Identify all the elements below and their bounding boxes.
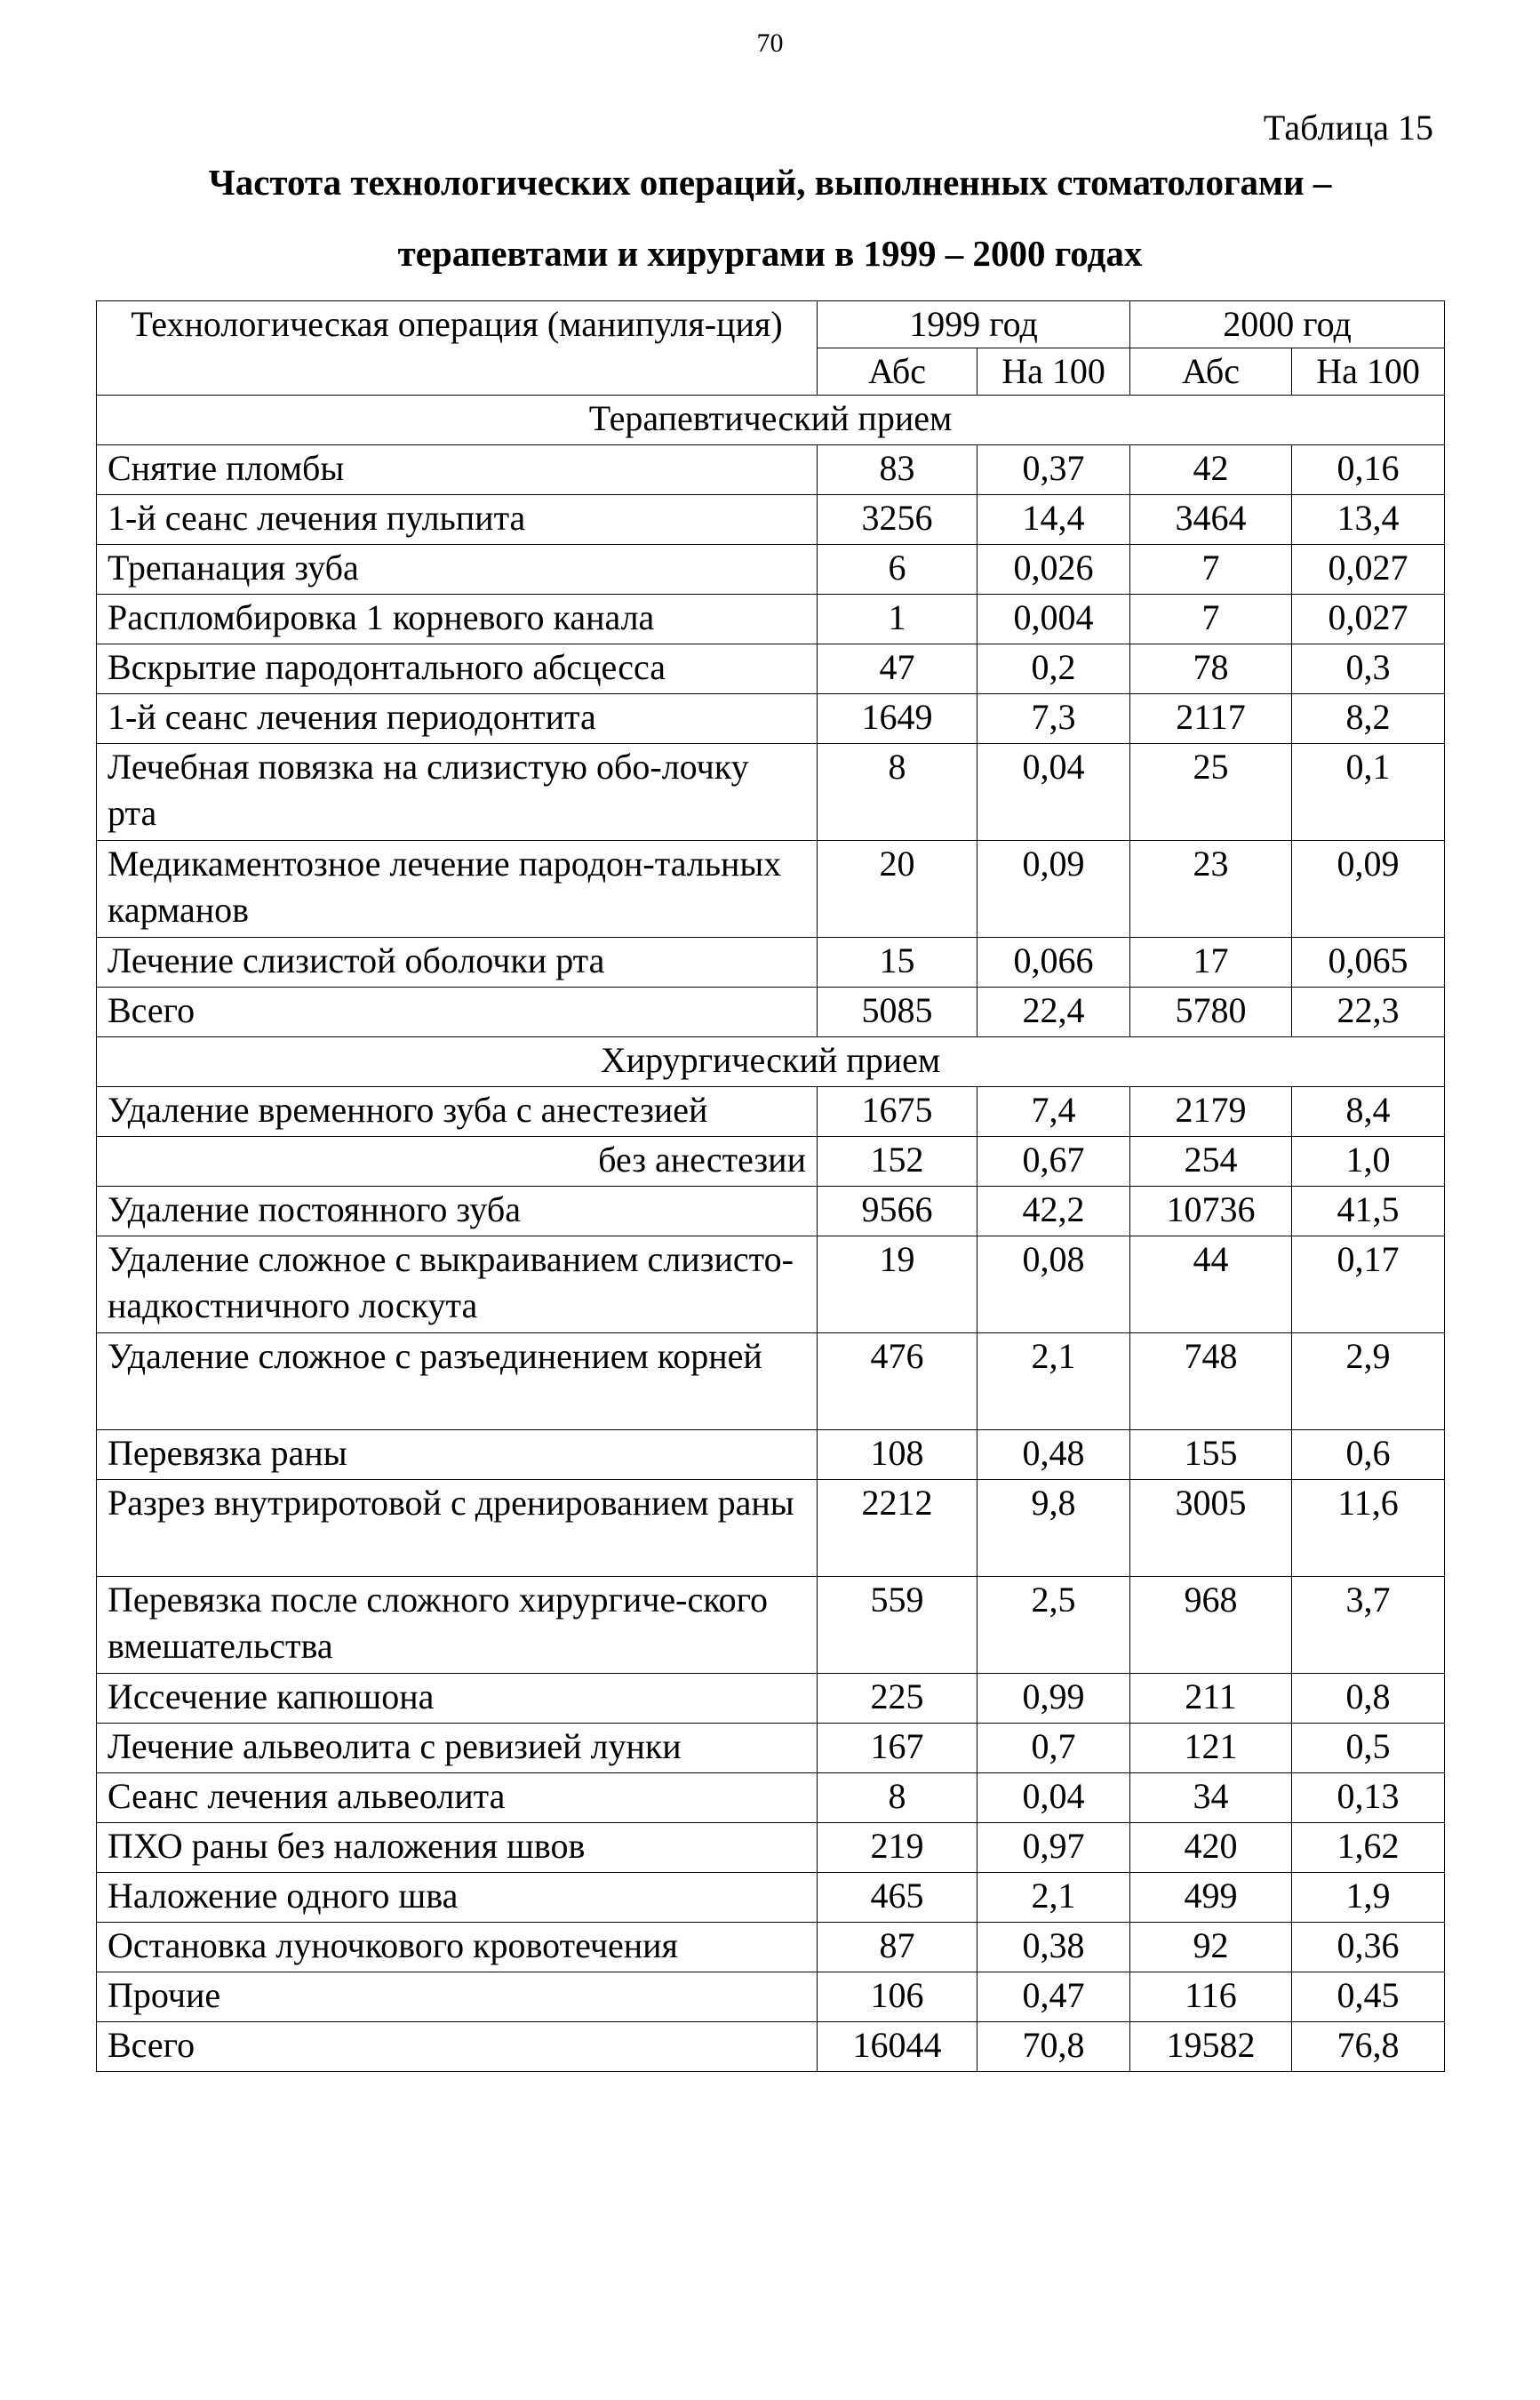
- table-body: [97, 396, 1445, 2072]
- abs-2000-cell: 420: [1130, 1823, 1292, 1873]
- abs-1999-cell: 8: [818, 1773, 977, 1823]
- operation-name-cell: Лечение слизистой оболочки рта: [97, 938, 818, 988]
- operation-name-cell: Распломбировка 1 корневого канала: [97, 595, 818, 644]
- table-row: [97, 1577, 1445, 1674]
- abs-2000-cell: 748: [1130, 1333, 1292, 1430]
- abs-2000-cell: 5780: [1130, 988, 1292, 1037]
- abs-2000-cell: 23: [1130, 841, 1292, 938]
- per100-2000-cell: 0,5: [1292, 1724, 1445, 1773]
- abs-2000-cell: 121: [1130, 1724, 1292, 1773]
- per100-2000-cell: 76,8: [1292, 2022, 1445, 2072]
- table-row: [97, 1430, 1445, 1480]
- operation-name-cell: Перевязка раны: [97, 1430, 818, 1480]
- per100-1999-cell: 2,5: [977, 1577, 1130, 1674]
- section-title: Хирургический прием: [97, 1037, 1445, 1087]
- per100-1999-cell: 70,8: [977, 2022, 1130, 2072]
- abs-1999-cell: 1675: [818, 1087, 977, 1137]
- abs-2000-cell: 44: [1130, 1236, 1292, 1333]
- per100-2000-cell: 8,4: [1292, 1087, 1445, 1137]
- table-row: [97, 1773, 1445, 1823]
- per100-2000-cell: 0,36: [1292, 1923, 1445, 1972]
- table-row: [97, 1137, 1445, 1187]
- per100-2000-cell: 0,45: [1292, 1972, 1445, 2022]
- per100-1999-cell: 0,04: [977, 744, 1130, 841]
- abs-1999-cell: 9566: [818, 1187, 977, 1236]
- operation-name-cell: Прочие: [97, 1972, 818, 2022]
- per100-1999-cell: 0,37: [977, 445, 1130, 495]
- section-row: [97, 1037, 1445, 1087]
- abs-1999-cell: 6: [818, 545, 977, 595]
- per100-2000-cell: 0,027: [1292, 545, 1445, 595]
- section-row: [97, 396, 1445, 445]
- table-title-line-1: Частота технологических операций, выполненных стоматологами –: [208, 162, 1332, 203]
- abs-1999-cell: 1649: [818, 694, 977, 744]
- abs-1999-cell: 47: [818, 644, 977, 694]
- table-row: [97, 1823, 1445, 1873]
- table-row: [97, 938, 1445, 988]
- per100-1999-cell: 0,004: [977, 595, 1130, 644]
- abs-2000-cell: 3005: [1130, 1480, 1292, 1577]
- table-row: [97, 545, 1445, 595]
- operation-name-cell: Сеанс лечения альвеолита: [97, 1773, 818, 1823]
- abs-2000-cell: 211: [1130, 1674, 1292, 1724]
- per100-2000-cell: 41,5: [1292, 1187, 1445, 1236]
- table-row: [97, 1674, 1445, 1724]
- per100-2000-cell: 1,9: [1292, 1873, 1445, 1923]
- operation-name-cell: Удаление сложное с выкраиванием слизисто-надкостничного лоскута: [97, 1236, 818, 1333]
- abs-2000-cell: 25: [1130, 744, 1292, 841]
- operation-name-cell: Медикаментозное лечение пародон-тальных карманов: [97, 841, 818, 938]
- per100-2000-cell: 13,4: [1292, 495, 1445, 545]
- per100-1999-cell: 22,4: [977, 988, 1130, 1037]
- per100-2000-cell: 0,6: [1292, 1430, 1445, 1480]
- per100-2000-cell: 2,9: [1292, 1333, 1445, 1430]
- operation-name-cell: Перевязка после сложного хирургиче-ского вмешательства: [97, 1577, 818, 1674]
- header-year-1999: 1999 год: [818, 301, 1130, 348]
- per100-1999-cell: 0,08: [977, 1236, 1130, 1333]
- table-row: [97, 445, 1445, 495]
- operation-name-cell: Снятие пломбы: [97, 445, 818, 495]
- per100-1999-cell: 0,67: [977, 1137, 1130, 1187]
- per100-2000-cell: 0,8: [1292, 1674, 1445, 1724]
- table-row: [97, 841, 1445, 938]
- abs-1999-cell: 83: [818, 445, 977, 495]
- table-row: [97, 1873, 1445, 1923]
- table-row: [97, 495, 1445, 545]
- table-header: [97, 301, 1445, 396]
- per100-1999-cell: 0,7: [977, 1724, 1130, 1773]
- abs-2000-cell: 92: [1130, 1923, 1292, 1972]
- table-title: [96, 147, 1444, 289]
- table-row: [97, 1087, 1445, 1137]
- operation-name-cell: Наложение одного шва: [97, 1873, 818, 1923]
- operation-name-cell: ПХО раны без наложения швов: [97, 1823, 818, 1873]
- table-row: [97, 1923, 1445, 1972]
- per100-2000-cell: 0,065: [1292, 938, 1445, 988]
- abs-1999-cell: 19: [818, 1236, 977, 1333]
- header-abs-2000: Абс: [1130, 348, 1292, 396]
- per100-2000-cell: 0,16: [1292, 445, 1445, 495]
- per100-2000-cell: 0,027: [1292, 595, 1445, 644]
- page-number: 70: [756, 28, 784, 58]
- per100-2000-cell: 11,6: [1292, 1480, 1445, 1577]
- per100-1999-cell: 2,1: [977, 1873, 1130, 1923]
- abs-2000-cell: 19582: [1130, 2022, 1292, 2072]
- table-label: Таблица 15: [1263, 108, 1433, 148]
- per100-1999-cell: 0,04: [977, 1773, 1130, 1823]
- per100-1999-cell: 9,8: [977, 1480, 1130, 1577]
- per100-1999-cell: 0,026: [977, 545, 1130, 595]
- per100-1999-cell: 7,4: [977, 1087, 1130, 1137]
- per100-2000-cell: 8,2: [1292, 694, 1445, 744]
- abs-1999-cell: 108: [818, 1430, 977, 1480]
- per100-2000-cell: 0,1: [1292, 744, 1445, 841]
- table-row: [97, 1724, 1445, 1773]
- per100-1999-cell: 0,066: [977, 938, 1130, 988]
- operation-name-cell: Удаление сложное с разъединением корней: [97, 1333, 818, 1430]
- operation-name-cell: Всего: [97, 988, 818, 1037]
- operation-name-cell: без анестезии: [97, 1137, 818, 1187]
- per100-1999-cell: 14,4: [977, 495, 1130, 545]
- operation-name-cell: Удаление временного зуба с анестезией: [97, 1087, 818, 1137]
- header-operation: Технологическая операция (манипуля-ция): [97, 301, 818, 396]
- header-per100-2000: На 100: [1292, 348, 1445, 396]
- table-row: [97, 2022, 1445, 2072]
- header-abs-1999: Абс: [818, 348, 977, 396]
- per100-1999-cell: 7,3: [977, 694, 1130, 744]
- abs-1999-cell: 5085: [818, 988, 977, 1037]
- per100-1999-cell: 0,09: [977, 841, 1130, 938]
- table-row: [97, 1187, 1445, 1236]
- table-row: [97, 1480, 1445, 1577]
- operations-table: [96, 300, 1445, 2072]
- table-row: [97, 988, 1445, 1037]
- operation-name-cell: 1-й сеанс лечения периодонтита: [97, 694, 818, 744]
- abs-1999-cell: 559: [818, 1577, 977, 1674]
- operation-name-cell: Трепанация зуба: [97, 545, 818, 595]
- abs-1999-cell: 167: [818, 1724, 977, 1773]
- per100-1999-cell: 0,97: [977, 1823, 1130, 1873]
- abs-2000-cell: 155: [1130, 1430, 1292, 1480]
- abs-2000-cell: 10736: [1130, 1187, 1292, 1236]
- operation-name-cell: Всего: [97, 2022, 818, 2072]
- per100-1999-cell: 0,48: [977, 1430, 1130, 1480]
- abs-1999-cell: 1: [818, 595, 977, 644]
- abs-1999-cell: 152: [818, 1137, 977, 1187]
- table-row: [97, 1972, 1445, 2022]
- operation-name-cell: Иссечение капюшона: [97, 1674, 818, 1724]
- abs-2000-cell: 254: [1130, 1137, 1292, 1187]
- per100-2000-cell: 0,09: [1292, 841, 1445, 938]
- per100-2000-cell: 1,62: [1292, 1823, 1445, 1873]
- abs-2000-cell: 17: [1130, 938, 1292, 988]
- per100-2000-cell: 0,17: [1292, 1236, 1445, 1333]
- abs-1999-cell: 87: [818, 1923, 977, 1972]
- table-title-line-2: терапевтами и хирургами в 1999 – 2000 годах: [397, 233, 1143, 274]
- table-row: [97, 1236, 1445, 1333]
- per100-1999-cell: 2,1: [977, 1333, 1130, 1430]
- operation-name-cell: Вскрытие пародонтального абсцесса: [97, 644, 818, 694]
- abs-1999-cell: 106: [818, 1972, 977, 2022]
- per100-1999-cell: 0,99: [977, 1674, 1130, 1724]
- abs-1999-cell: 219: [818, 1823, 977, 1873]
- operation-name-cell: Лечебная повязка на слизистую обо-лочку рта: [97, 744, 818, 841]
- per100-2000-cell: 0,13: [1292, 1773, 1445, 1823]
- abs-2000-cell: 42: [1130, 445, 1292, 495]
- operation-name-cell: 1-й сеанс лечения пульпита: [97, 495, 818, 545]
- operation-name-cell: Удаление постоянного зуба: [97, 1187, 818, 1236]
- abs-1999-cell: 20: [818, 841, 977, 938]
- abs-1999-cell: 2212: [818, 1480, 977, 1577]
- per100-2000-cell: 3,7: [1292, 1577, 1445, 1674]
- per100-1999-cell: 0,2: [977, 644, 1130, 694]
- abs-1999-cell: 15: [818, 938, 977, 988]
- section-title: Терапевтический прием: [97, 396, 1445, 445]
- abs-1999-cell: 8: [818, 744, 977, 841]
- abs-2000-cell: 2117: [1130, 694, 1292, 744]
- table-row: [97, 595, 1445, 644]
- per100-1999-cell: 0,38: [977, 1923, 1130, 1972]
- per100-2000-cell: 1,0: [1292, 1137, 1445, 1187]
- abs-1999-cell: 3256: [818, 495, 977, 545]
- per100-2000-cell: 0,3: [1292, 644, 1445, 694]
- abs-1999-cell: 16044: [818, 2022, 977, 2072]
- per100-1999-cell: 42,2: [977, 1187, 1130, 1236]
- abs-1999-cell: 225: [818, 1674, 977, 1724]
- table-row: [97, 744, 1445, 841]
- abs-2000-cell: 499: [1130, 1873, 1292, 1923]
- per100-2000-cell: 22,3: [1292, 988, 1445, 1037]
- table-row: [97, 694, 1445, 744]
- abs-2000-cell: 116: [1130, 1972, 1292, 2022]
- abs-2000-cell: 78: [1130, 644, 1292, 694]
- header-per100-1999: На 100: [977, 348, 1130, 396]
- operation-name-cell: Лечение альвеолита с ревизией лунки: [97, 1724, 818, 1773]
- abs-2000-cell: 3464: [1130, 495, 1292, 545]
- header-year-2000: 2000 год: [1130, 301, 1445, 348]
- table-row: [97, 1333, 1445, 1430]
- operation-name-cell: Разрез внутриротовой с дренированием раны: [97, 1480, 818, 1577]
- abs-2000-cell: 7: [1130, 545, 1292, 595]
- abs-2000-cell: 968: [1130, 1577, 1292, 1674]
- table-row: [97, 644, 1445, 694]
- abs-2000-cell: 7: [1130, 595, 1292, 644]
- abs-1999-cell: 476: [818, 1333, 977, 1430]
- abs-2000-cell: 2179: [1130, 1087, 1292, 1137]
- abs-2000-cell: 34: [1130, 1773, 1292, 1823]
- abs-1999-cell: 465: [818, 1873, 977, 1923]
- operation-name-cell: Остановка луночкового кровотечения: [97, 1923, 818, 1972]
- per100-1999-cell: 0,47: [977, 1972, 1130, 2022]
